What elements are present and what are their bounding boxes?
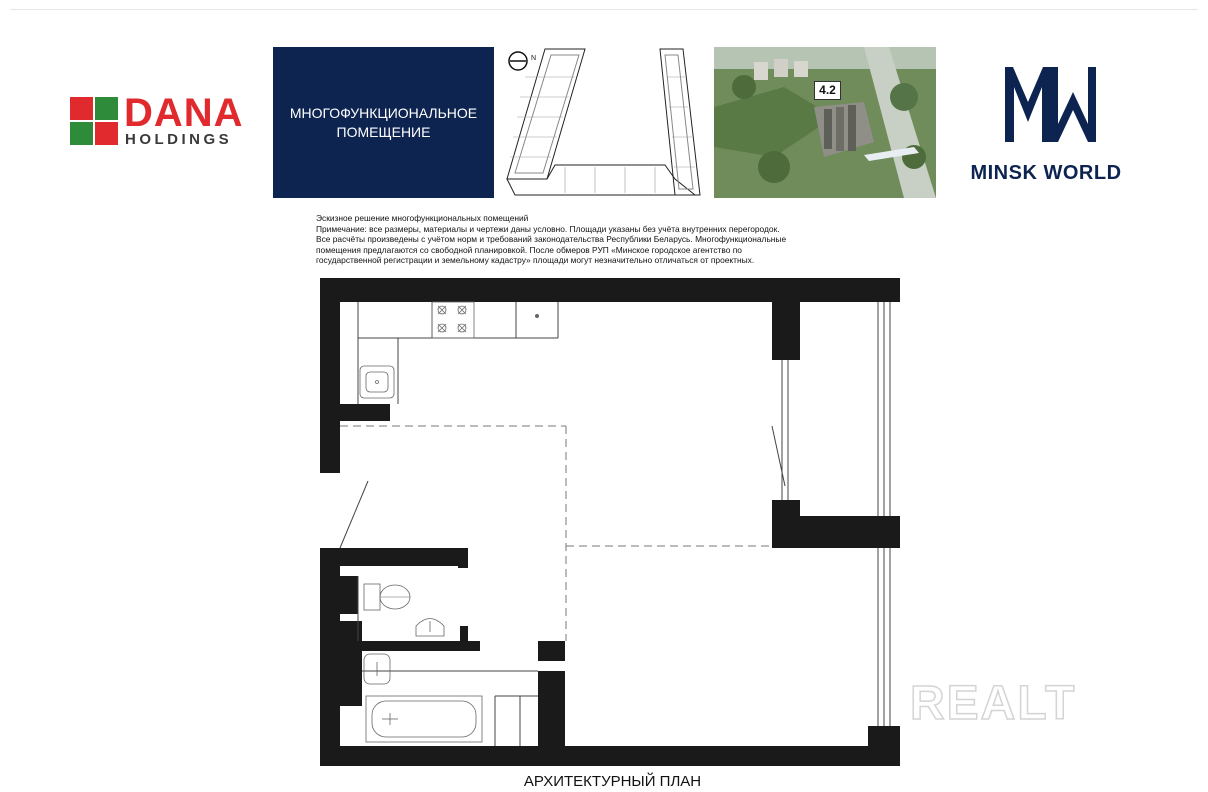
washbasin-icon [416, 619, 444, 637]
dana-holdings-logo [70, 91, 270, 151]
note-line: государственной регистрации и земельному кадастру» площади могут незначительно отличаться от проектных. [316, 255, 755, 266]
note-line: Эскизное решение многофункциональных помещений [316, 213, 529, 223]
sink-icon [360, 366, 394, 398]
note-line: Примечание: все размеры, материалы и чертежи даны условно. Площади указаны без учёта внутренних перегородок. [316, 223, 780, 234]
stove-icon [432, 302, 474, 338]
outlet-icon [535, 314, 539, 318]
minsk-world-monogram-icon [958, 62, 1138, 157]
dana-subtitle: HOLDINGS [125, 131, 233, 148]
key-plan [505, 47, 705, 198]
title-box [273, 47, 494, 198]
bathtub-icon [366, 696, 482, 742]
building-badge: 4.2 [814, 81, 841, 100]
minsk-world-logo [958, 62, 1138, 192]
plan-note [316, 213, 916, 266]
building-outline-icon [507, 49, 700, 195]
toilet-icon [364, 584, 410, 610]
north-label: N [531, 55, 537, 62]
title-text: МНОГОФУНКЦИОНАЛЬНОЕ ПОМЕЩЕНИЕ [289, 104, 478, 140]
floor-plan [320, 276, 905, 766]
compass-icon [509, 52, 527, 70]
washbasin-icon [364, 654, 390, 684]
plan-caption: АРХИТЕКТУРНЫЙ ПЛАН [523, 773, 702, 790]
aerial-view-image [714, 47, 936, 198]
realt-watermark: REALT [910, 677, 1077, 730]
minsk-world-wordmark: MINSK WORLD [970, 162, 1122, 184]
note-line: помещения предлагаются со свободной планировкой. После обмеров РУП «Минское городское агентство по [316, 244, 742, 255]
note-line: Все расчёты произведены с учётом норм и требований законодательства Республики Беларусь. Многофункциональные [316, 234, 787, 245]
top-divider [10, 9, 1198, 10]
dana-wordmark: DANA [124, 91, 244, 135]
dana-squares-icon [70, 97, 118, 145]
walls [320, 278, 900, 766]
